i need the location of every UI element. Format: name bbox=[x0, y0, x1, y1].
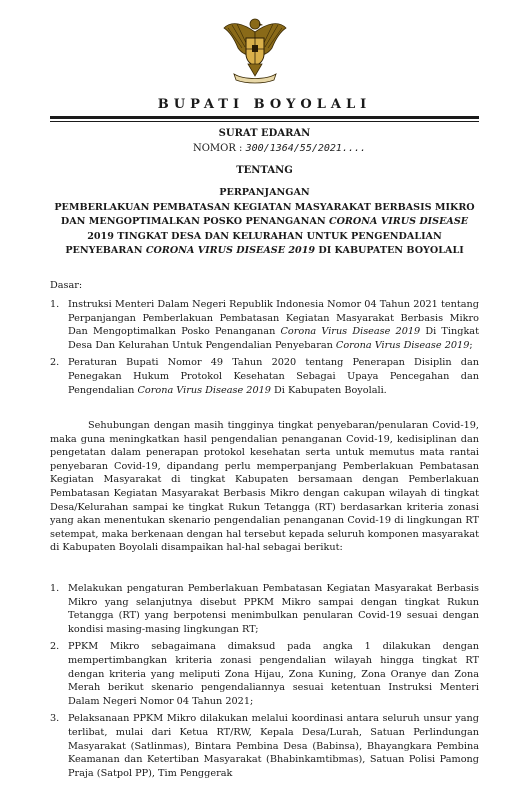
item-number: 1. bbox=[50, 299, 60, 310]
number-label: NOMOR : bbox=[192, 143, 246, 154]
subject-line: PERPANJANGAN bbox=[219, 187, 310, 198]
subject-line: DAN MENGOPTIMALKAN POSKO PENANGANAN CORONA VIRUS DISEASE bbox=[60, 216, 469, 227]
about-label: TENTANG bbox=[236, 165, 293, 176]
agency-title: BUPATI BOYOLALI bbox=[157, 97, 372, 112]
item-text: PPKM Mikro sebagaimana dimaksud pada angka 1 dilakukan dengan mempertimbangkan kriteria zonasi pengendalian wilayah hingga tingkat RT dengan kriteria yang meliputi Zona Hijau, Zona Kuning, Zona Oranye dan Zona Merah berikut skenario pengendaliannya sesuai ketentuan Instruksi Menteri Dalam Negeri Nomor 04 Tahun 2021; bbox=[68, 641, 479, 707]
body-paragraph: Sehubungan dengan masih tingginya tingkat penyebaran/penularan Covid-19, maka guna meningkatkan hasil pengendalian penanganan Covid-19, kedisiplinan dan pengetatan dalam penerapan protokol kesehatan serta untuk memutus mata rantai penyebaran Covid-19, dipandang perlu memperpanjang Pemberlakuan Pembatasan Kegiatan Masyarakat di tingkat Kabupaten bersamaan dengan Pemberlakuan Pembatasan Kegiatan Masyarakat Berbasis Mikro dengan cakupan wilayah di tingkat Desa/Kelurahan sampai ke tingkat Rukun Tetangga (RT) berdasarkan kriteria zonasi yang akan menentukan skenario pengendalian penanganan Covid-19 di lingkungan RT setempat, maka berkenaan dengan hal tersebut kepada seluruh komponen masyarakat di Kabupaten Boyolali disampaikan hal-hal sebagai berikut: bbox=[50, 420, 479, 554]
document-number bbox=[40, 143, 489, 154]
document-type: SURAT EDARAN bbox=[218, 128, 311, 139]
list-item: 1. Instruksi Menteri Dalam Negeri Republik Indonesia Nomor 04 Tahun 2021 tentang Perpanjangan Pemberlakuan Pembatasan Kegiatan Masyarakat Berbasis Mikro Dan Mengoptimalkan Posko Penanganan Corona Virus Disease 2019 Di Tingkat Desa Dan Kelurahan Untuk Pengendalian Penyebaran Corona Virus Disease 2019; bbox=[50, 299, 479, 351]
subject-line: PEMBERLAKUAN PEMBATASAN KEGIATAN MASYARAKAT BERBASIS MIKRO bbox=[54, 201, 475, 213]
dasar-label: Dasar: bbox=[50, 280, 83, 291]
document-subject bbox=[44, 186, 485, 259]
dasar-list bbox=[50, 298, 479, 401]
list-item: 2. Peraturan Bupati Nomor 49 Tahun 2020 tentang Penerapan Disiplin dan Penegakan Hukum Protokol Kesehatan Sebagai Upaya Pencegahan dan Pengendalian Corona Virus Disease 2019 Di Kabupaten Boyolali. bbox=[50, 357, 479, 396]
letterhead-rule-thin bbox=[50, 121, 479, 122]
number-value: 300/1364/55/2021.... bbox=[245, 143, 367, 154]
item-number: 1. bbox=[50, 583, 60, 594]
item-number: 2. bbox=[50, 641, 60, 653]
list-item bbox=[50, 712, 479, 780]
garuda-emblem-icon bbox=[222, 14, 288, 86]
list-item bbox=[50, 640, 479, 708]
item-number: 2. bbox=[50, 357, 60, 369]
list-item bbox=[50, 582, 479, 636]
item-text: Melakukan pengaturan Pemberlakuan Pembatasan Kegiatan Masyarakat Berbasis Mikro yang selanjutnya disebut PPKM Mikro sampai dengan tingkat Rukun Tetangga (RT) yang berpotensi menimbulkan penularan Covid-19 sesuai dengan kondisi masing-masing lingkungan RT; bbox=[68, 583, 479, 635]
item-number: 3. bbox=[50, 713, 60, 725]
subject-line: PENYEBARAN CORONA VIRUS DISEASE 2019 DI KABUPATEN BOYOLALI bbox=[65, 245, 464, 256]
subject-line: 2019 TINGKAT DESA DAN KELURAHAN UNTUK PENGENDALIAN bbox=[87, 230, 442, 242]
item-text: Pelaksanaan PPKM Mikro dilakukan melalui koordinasi antara seluruh unsur yang terlibat, mulai dari Ketua RT/RW, Kepala Desa/Lurah, Satuan Perlindungan Masyarakat (Satlinmas), Bintara Pembina Desa (Babinsa), Bhayangkara Pembina Keamanan dan Ketertiban Masyarakat (Bhabinkamtibmas), Satuan Polisi Pamong Praja (Satpol PP), Tim Penggerak bbox=[68, 713, 479, 779]
action-list bbox=[50, 582, 479, 784]
letterhead-rule-thick bbox=[50, 116, 479, 119]
